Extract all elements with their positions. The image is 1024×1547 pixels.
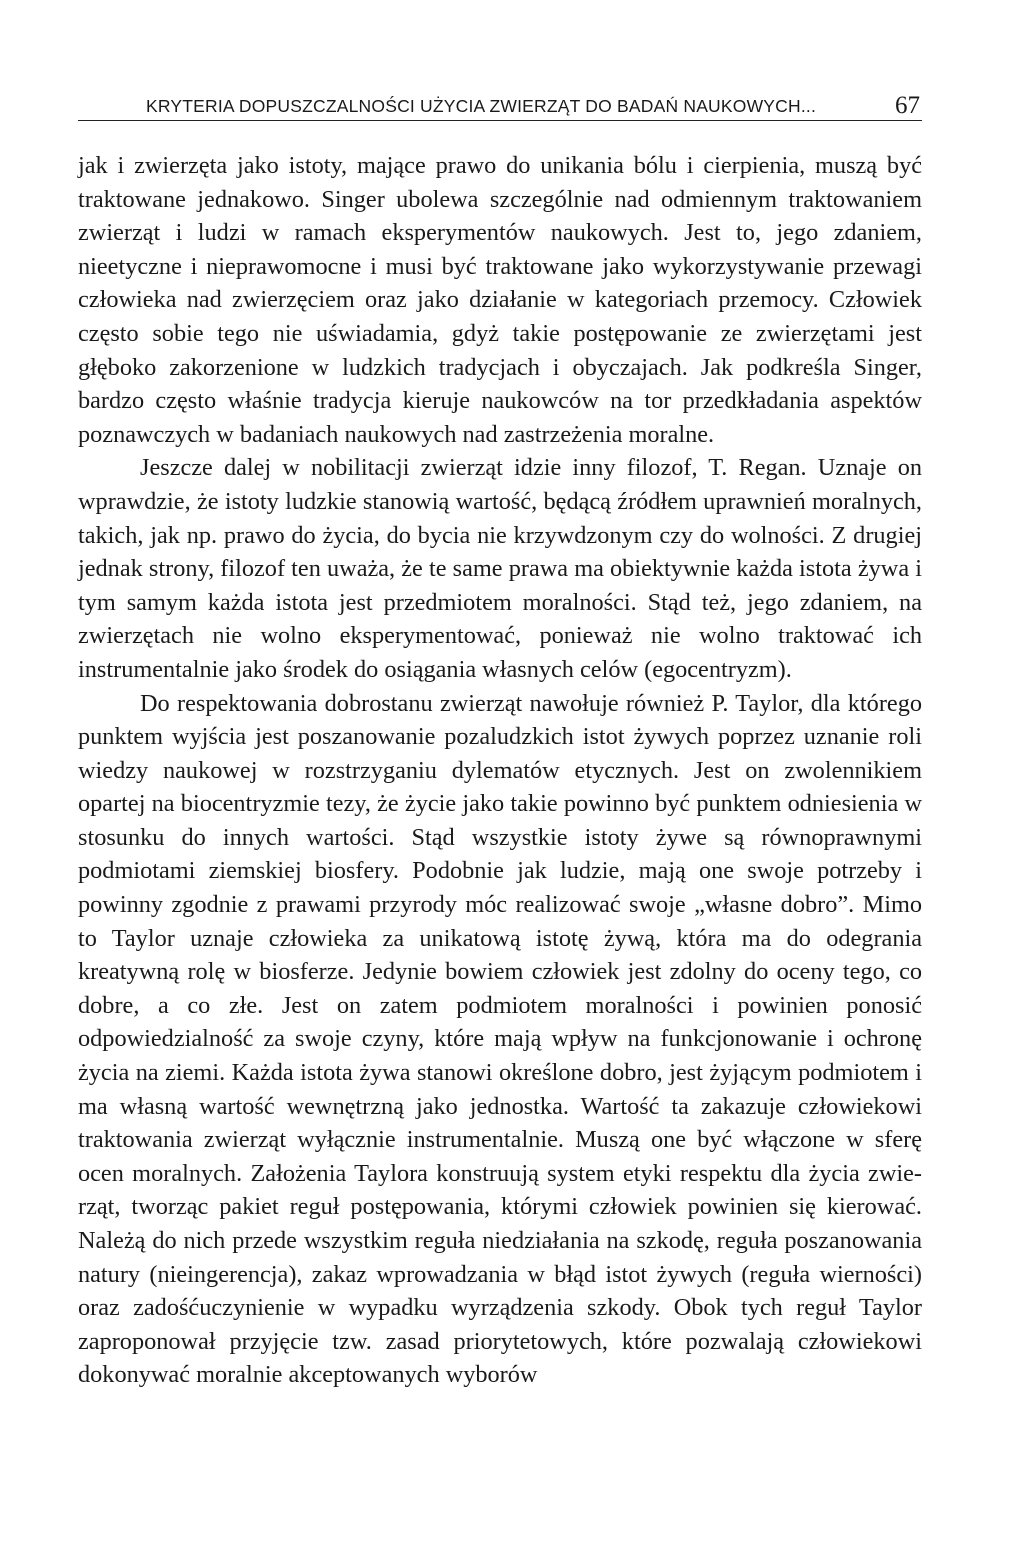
book-page — [78, 86, 922, 1392]
paragraph-regan: Jeszcze dalej w nobilitacji zwierząt idzie inny filozof, T. Regan. Uznaje on wprawdzie, że istoty ludzkie stanowią wartość, będącą źródłem uprawnień moralnych, takich, jak np. prawo do życia, do bycia nie krzywdzonym czy do wolności. Z drugiej jednak strony, filozof ten uważa, że te same prawa ma obiektywnie każda istota żywa i tym samym każda istota jest przedmiotem moralności. Stąd też, jego zdaniem, na zwierzętach nie wolno eksperymentować, ponieważ nie wolno traktować ich instrumentalnie jako środek do osiągania własnych celów (egocentryzm). — [78, 454, 922, 683]
running-header — [78, 86, 922, 121]
paragraph-singer-continuation: jak i zwierzęta jako istoty, mające prawo do unikania bólu i cierpienia, muszą być traktowane jednakowo. Singer ubolewa szczególnie nad odmiennym traktowaniem zwierząt i ludzi w ramach eksperymentów naukowych. Jest to, jego zdaniem, nieetyczne i nieprawomocne i musi być traktowane jako wykorzystywanie przewagi człowieka nad zwierzęciem oraz jako działanie w kategoriach przemocy. Człowiek często sobie tego nie uświadamia, gdyż takie postępowanie ze zwierzętami jest głęboko zakorzenione w ludzkich tradycjach i obyczajach. Jak podkreśla Singer, bardzo często właśnie tradycja kieruje naukowców na tor przedkładania aspektów poznawczych w badaniach naukowych nad zastrzeżenia moralne. — [78, 152, 922, 448]
paragraph-taylor: Do respektowania dobrostanu zwierząt nawołuje również P. Taylor, dla którego punktem wyjścia jest poszanowanie pozaludzkich istot żywych poprzez uznanie roli wiedzy naukowej w rozstrzyganiu dylematów etycznych. Jest on zwolennikiem opartej na biocentryzmie tezy, że życie jako takie powinno być punktem odniesienia w stosunku do innych wartości. Stąd wszystkie istoty żywe są równoprawnymi podmiotami ziemskiej biosfery. Podobnie jak ludzie, mają one swoje potrzeby i powinny zgodnie z prawami przyrody móc realizować swoje „własne dobro”. Mimo to Taylor uznaje człowieka za unikatową istotę żywą, która ma do odegrania kreatywną rolę w biosferze. Jedynie bowiem człowiek jest zdolny do oceny tego, co dobre, a co złe. Jest on zatem podmiotem moralności i powinien ponosić odpowiedzialność za swoje czyny, które mają wpływ na funkcjonowanie i ochronę życia na ziemi. Każda istota żywa stanowi określone dobro, jest żyjącym podmiotem i ma własną wartość wewnętrzną jako jednostka. Wartość ta zakazuje człowiekowi traktowania zwierząt wyłącznie instrumentalnie. Muszą one być włączone w sferę ocen moralnych. Założenia Taylora konstruują system etyki respektu dla życia zwierząt, tworząc pakiet reguł postępowania, którymi człowiek powinien się kierować. Należą do nich przede wszystkim reguła niedziałania na szkodę, reguła poszanowania natury (nieingerencja), zakaz wprowadzania w błąd istot żywych (reguła wierności) oraz zadośćuczynienie w wypadku wyrządzenia szkody. Obok tych reguł Taylor zaproponował przyjęcie tzw. zasad priorytetowych, które pozwalają człowiekowi dokonywać moralnie akceptowanych wyborów — [78, 689, 922, 1389]
page-number: 67 — [895, 92, 920, 119]
running-title: KRYTERIA DOPUSZCZALNOŚCI UŻYCIA ZWIERZĄT DO BADAŃ NAUKOWYCH... — [146, 96, 817, 116]
